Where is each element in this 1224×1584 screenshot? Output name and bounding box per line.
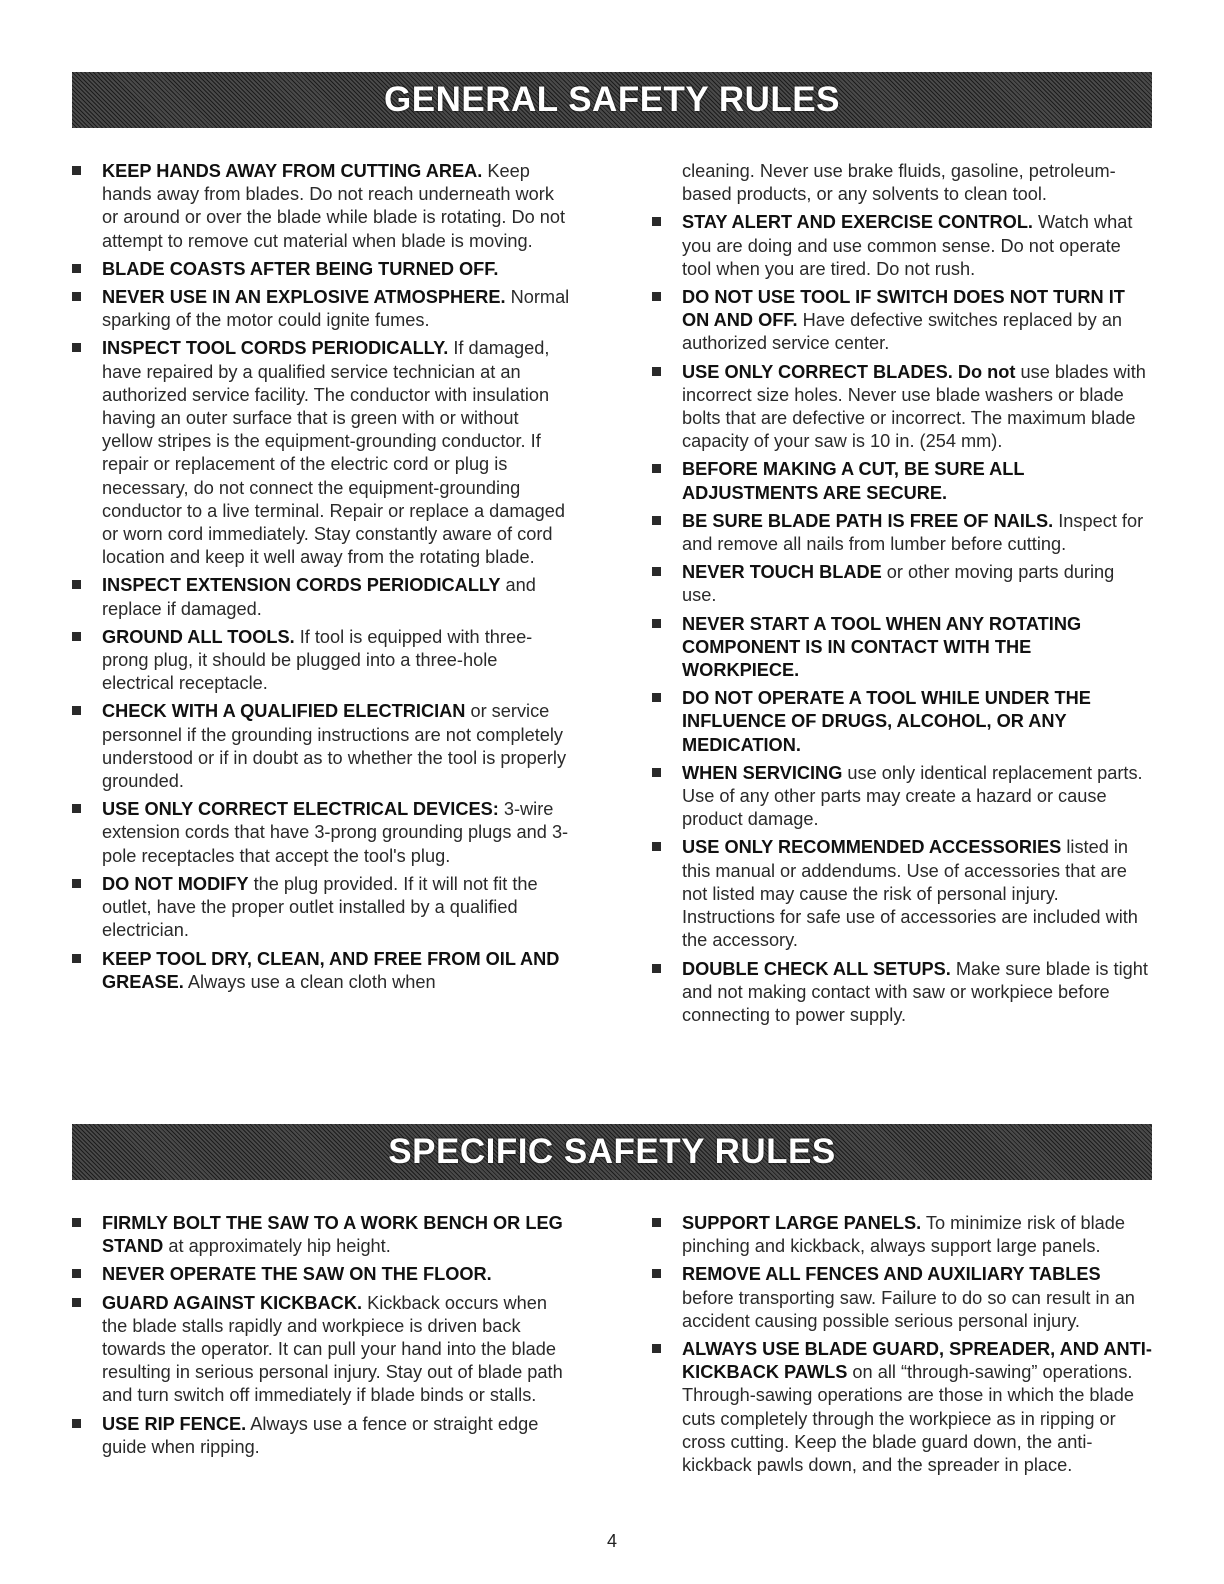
square-bullet-icon xyxy=(72,580,81,589)
rule-heading: FIRMLY BOLT THE SAW TO A WORK BENCH OR LEG STAND xyxy=(102,1213,563,1257)
rule-heading: STAY ALERT AND EXERCISE CONTROL. xyxy=(682,212,1033,233)
general-right-column xyxy=(652,160,1152,1032)
square-bullet-icon xyxy=(72,1269,81,1278)
rule-heading: DO NOT USE TOOL IF SWITCH DOES NOT TURN IT ON AND OFF. xyxy=(682,287,1125,331)
rule-continuation xyxy=(652,160,1152,206)
rule-text: Keep hands away from blades. Do not reach underneath work or around or over the blade while blade is rotating. Do not attempt to remove cut material when blade is moving. xyxy=(102,161,566,251)
safety-rule xyxy=(652,361,1152,454)
safety-rule xyxy=(72,574,572,620)
square-bullet-icon xyxy=(72,879,81,888)
square-bullet-icon xyxy=(72,706,81,715)
page-number: 4 xyxy=(606,1531,617,1551)
safety-rule xyxy=(652,1338,1152,1477)
square-bullet-icon xyxy=(652,464,661,473)
rule-text: Always use a fence or straight edge guide when ripping. xyxy=(102,1413,539,1457)
safety-rule xyxy=(72,160,572,253)
rule-heading: BEFORE MAKING A CUT, BE SURE ALL ADJUSTMENTS ARE SECURE. xyxy=(682,459,1025,503)
rule-heading: USE RIP FENCE. xyxy=(102,1413,247,1434)
safety-rule xyxy=(652,687,1152,757)
safety-rule xyxy=(72,1212,572,1258)
rule-heading: ALWAYS USE BLADE GUARD, SPREADER, AND ANTI-KICKBACK PAWLS xyxy=(682,1339,1152,1383)
rule-text: Kickback occurs when the blade stalls rapidly and workpiece is driven back towards the operator. It can pull your hand into the blade resulting in serious personal injury. Stay out of blade path and turn switch off immediately if blade binds or stalls. xyxy=(102,1292,563,1406)
square-bullet-icon xyxy=(72,1218,81,1227)
rule-heading: USE ONLY CORRECT ELECTRICAL DEVICES: xyxy=(102,799,499,820)
rule-heading: KEEP TOOL DRY, CLEAN, AND FREE FROM OIL AND GREASE. xyxy=(102,948,560,992)
rule-text: on all “through-sawing” operations. Through-sawing operations are those in which the blade cuts completely through the workpiece as in ripping or cross cutting. Keep the blade guard down, the anti-kickback pawls down, and the spreader in place. xyxy=(682,1362,1134,1476)
square-bullet-icon xyxy=(652,768,661,777)
rule-heading: DOUBLE CHECK ALL SETUPS. xyxy=(682,958,951,979)
rule-text: Inspect for and remove all nails from lumber before cutting. xyxy=(682,510,1144,555)
safety-rule xyxy=(72,1292,572,1408)
rule-text: before transporting saw. Failure to do so can result in an accident causing possible serious personal injury. xyxy=(682,1287,1135,1331)
square-bullet-icon xyxy=(652,1269,661,1278)
safety-rule xyxy=(652,510,1152,556)
rule-text: To minimize risk of blade pinching and kickback, always support large panels. xyxy=(682,1213,1126,1257)
rule-text: Make sure blade is tight and not making contact with saw or workpiece before connecting to power supply. xyxy=(682,958,1148,1025)
square-bullet-icon xyxy=(652,367,661,376)
rule-heading: NEVER USE IN AN EXPLOSIVE ATMOSPHERE. xyxy=(102,287,506,308)
rule-heading: KEEP HANDS AWAY FROM CUTTING AREA. xyxy=(102,161,483,181)
rule-text: or service personnel if the grounding instructions are not completely understood or if in doubt as to whether the tool is properly grounded. xyxy=(102,701,567,792)
safety-rule xyxy=(72,1263,572,1286)
rule-text: use blades with incorrect size holes. Never use blade washers or blade bolts that are defective or incorrect. The maximum blade capacity of your saw is 10 in. (254 mm). xyxy=(682,361,1146,452)
safety-rule xyxy=(652,458,1152,504)
rule-heading: BE SURE BLADE PATH IS FREE OF NAILS. xyxy=(682,510,1054,531)
square-bullet-icon xyxy=(72,1298,81,1307)
rule-text: or other moving parts during use. xyxy=(682,562,1115,606)
safety-rule xyxy=(652,762,1152,832)
rule-heading: GUARD AGAINST KICKBACK. xyxy=(102,1292,363,1313)
square-bullet-icon xyxy=(652,693,661,702)
square-bullet-icon xyxy=(72,1419,81,1428)
rule-heading: DO NOT OPERATE A TOOL WHILE UNDER THE INFLUENCE OF DRUGS, ALCOHOL, OR ANY MEDICATION. xyxy=(682,688,1091,755)
square-bullet-icon xyxy=(72,343,81,352)
safety-rule xyxy=(72,798,572,868)
safety-rule xyxy=(652,211,1152,281)
rule-text: Always use a clean cloth when xyxy=(183,971,436,992)
square-bullet-icon xyxy=(652,217,661,226)
square-bullet-icon xyxy=(72,954,81,963)
rule-text: use only identical replacement parts. Use of any other parts may create a hazard or cause product damage. xyxy=(682,762,1143,830)
safety-rule xyxy=(652,613,1152,683)
rule-text: the plug provided. If it will not fit the outlet, have the proper outlet installed by a qualified electrician. xyxy=(102,873,538,941)
specific-right-column xyxy=(652,1212,1152,1482)
square-bullet-icon xyxy=(72,166,81,175)
rule-heading: INSPECT TOOL CORDS PERIODICALLY. xyxy=(102,338,449,359)
rule-heading: INSPECT EXTENSION CORDS PERIODICALLY xyxy=(102,575,501,596)
rule-text: Have defective switches replaced by an authorized service center. xyxy=(682,310,1123,354)
safety-rule xyxy=(72,948,572,994)
rule-heading: SUPPORT LARGE PANELS. xyxy=(682,1213,922,1233)
square-bullet-icon xyxy=(72,804,81,813)
safety-rule xyxy=(72,286,572,332)
square-bullet-icon xyxy=(652,964,661,973)
general-safety-title: GENERAL SAFETY RULES xyxy=(384,80,840,119)
rule-text: at approximately hip height. xyxy=(163,1236,391,1257)
rule-heading: NEVER OPERATE THE SAW ON THE FLOOR. xyxy=(102,1264,492,1285)
general-safety-banner xyxy=(72,72,1152,128)
safety-rule xyxy=(652,958,1152,1028)
square-bullet-icon xyxy=(72,264,81,273)
rule-text: Watch what you are doing and use common sense. Do not operate tool when you are tired. Do not rush. xyxy=(682,212,1133,279)
square-bullet-icon xyxy=(652,619,661,628)
rule-heading: CHECK WITH A QUALIFIED ELECTRICIAN xyxy=(102,701,466,722)
square-bullet-icon xyxy=(652,1218,661,1227)
specific-left-column xyxy=(72,1212,572,1482)
safety-rule xyxy=(72,1413,572,1459)
rule-heading: DO NOT MODIFY xyxy=(102,873,249,894)
specific-safety-banner xyxy=(72,1124,1152,1180)
rule-continuation-text: cleaning. Never use brake fluids, gasoline, petroleum-based products, or any solvents to clean tool. xyxy=(682,161,1116,205)
rule-heading: USE ONLY RECOMMENDED ACCESSORIES xyxy=(682,837,1062,858)
safety-rule xyxy=(72,337,572,569)
general-left-column xyxy=(72,160,572,1032)
safety-rule xyxy=(652,561,1152,607)
rule-heading: GROUND ALL TOOLS. xyxy=(102,626,295,647)
safety-rule xyxy=(72,258,572,281)
general-safety-section xyxy=(72,160,1152,1032)
square-bullet-icon xyxy=(652,842,661,851)
square-bullet-icon xyxy=(652,1344,661,1353)
square-bullet-icon xyxy=(652,292,661,301)
rule-text: If tool is equipped with three-prong plug, it should be plugged into a three-hole electrical receptacle. xyxy=(102,626,533,694)
square-bullet-icon xyxy=(72,292,81,301)
rule-text: Normal sparking of the motor could ignite fumes. xyxy=(102,287,570,331)
rule-text: listed in this manual or addendums. Use of accessories that are not listed may cause the risk of personal injury. Instructions for safe use of accessories are included with the accessory. xyxy=(682,837,1138,951)
rule-text: and replace if damaged. xyxy=(102,575,536,619)
safety-rule xyxy=(652,836,1152,952)
safety-rule xyxy=(72,700,572,793)
specific-safety-section xyxy=(72,1212,1152,1482)
rule-text: 3-wire extension cords that have 3-prong grounding plugs and 3-pole receptacles that accept the tool's plug. xyxy=(102,799,569,866)
rule-heading: REMOVE ALL FENCES AND AUXILIARY TABLES xyxy=(682,1264,1101,1285)
safety-rule xyxy=(652,1212,1152,1258)
rule-text: If damaged, have repaired by a qualified service technician at an authorized service facility. The conductor with insulation having an outer surface that is green with or without yellow stripes is the equipment-grounding conductor. If repair or replacement of the electric cord or plug is necessary, do not connect the equipment-grounding conductor to a live terminal. Repair or replace a damaged or worn cord immediately. Stay constantly aware of cord location and keep it well away from the rotating blade. xyxy=(102,338,566,568)
general-right-list xyxy=(652,211,1152,1027)
square-bullet-icon xyxy=(652,567,661,576)
rule-heading: NEVER TOUCH BLADE xyxy=(682,562,882,583)
square-bullet-icon xyxy=(652,516,661,525)
safety-rule xyxy=(72,873,572,943)
rule-heading: BLADE COASTS AFTER BEING TURNED OFF. xyxy=(102,258,499,279)
rule-heading: USE ONLY CORRECT BLADES. Do not xyxy=(682,361,1016,382)
safety-rule xyxy=(652,1263,1152,1333)
specific-safety-title: SPECIFIC SAFETY RULES xyxy=(388,1132,836,1171)
safety-rule xyxy=(652,286,1152,356)
rule-heading: WHEN SERVICING xyxy=(682,762,843,783)
square-bullet-icon xyxy=(72,632,81,641)
rule-heading: NEVER START A TOOL WHEN ANY ROTATING COMPONENT IS IN CONTACT WITH THE WORKPIECE. xyxy=(682,613,1082,681)
safety-rule xyxy=(72,626,572,696)
